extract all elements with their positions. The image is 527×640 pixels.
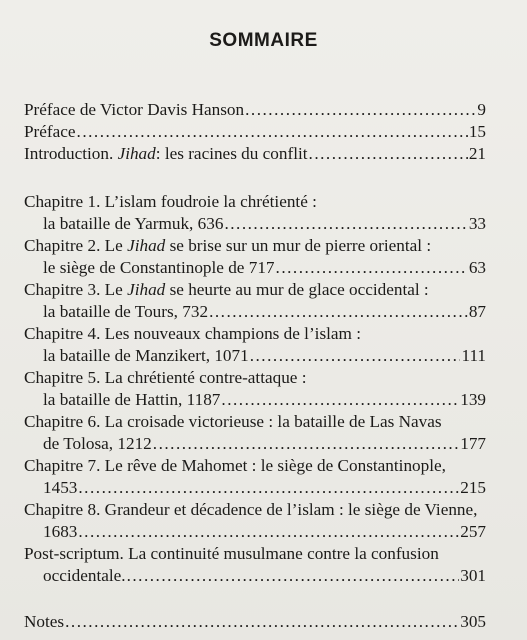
dot-leader — [250, 346, 461, 366]
label-prefix: Chapitre 5. La chrétienté contre-attaque : — [24, 368, 307, 387]
toc-page-number: 33 — [468, 214, 486, 233]
dot-leader — [245, 100, 476, 120]
toc-page-number: 15 — [468, 122, 486, 141]
toc-entry-label — [24, 280, 429, 300]
toc-entry-label: occidentale. — [43, 566, 126, 585]
dot-leader — [65, 612, 459, 632]
label-prefix: Chapitre 1. L’islam foudroie la chrétienté : — [24, 192, 317, 211]
toc-page-number: 305 — [460, 612, 486, 631]
chapter-list — [24, 192, 486, 544]
toc-page-number: 87 — [468, 302, 486, 321]
toc-entry-chapter-7-cont — [24, 478, 486, 500]
toc-entry-label: Post-scriptum. La continuité musulmane contre la confusion — [24, 544, 439, 563]
dot-leader — [276, 258, 468, 278]
toc-entry-label: la bataille de Tours, 732 — [43, 302, 209, 321]
toc-page-number: 257 — [460, 522, 486, 541]
toc-page-number: 63 — [468, 258, 486, 277]
label-prefix: Chapitre 8. Grandeur et décadence de l’islam : le siège de Vienne, — [24, 500, 478, 519]
toc-entry-label: Préface de Victor Davis Hanson — [24, 100, 245, 119]
label-italic: Jihad — [127, 280, 166, 299]
toc-entry-chapter-3 — [24, 280, 486, 302]
label-suffix: se heurte au mur de glace occidental : — [165, 280, 429, 299]
toc-entry-label — [24, 500, 477, 520]
toc-entry-label — [24, 456, 446, 476]
toc-entry-label — [24, 368, 307, 388]
toc-page-number: 9 — [477, 100, 486, 119]
toc-entry-chapter-5 — [24, 368, 486, 390]
toc-entry-label — [24, 144, 308, 164]
toc-entry-chapter-6 — [24, 412, 486, 434]
label-prefix: Chapitre 3. Le — [24, 280, 128, 299]
toc-entry-label — [24, 412, 442, 432]
toc-page-number: 301 — [460, 566, 486, 585]
toc-page-number: 177 — [460, 434, 486, 453]
toc-entry-preface-hanson — [24, 100, 486, 122]
dot-leader — [78, 522, 459, 542]
toc-entry-label: la bataille de Hattin, 1187 — [43, 390, 221, 409]
label-prefix: Chapitre 2. Le — [24, 236, 128, 255]
toc-entry-chapter-1-cont — [24, 214, 486, 236]
label-prefix: Chapitre 6. La croisade victorieuse : la bataille de Las Navas — [24, 412, 442, 431]
label-italic: Jihad — [117, 144, 156, 163]
toc-page-number: 215 — [460, 478, 486, 497]
dot-leader — [224, 214, 467, 234]
dot-leader — [77, 122, 468, 142]
toc-page-number: 139 — [460, 390, 486, 409]
toc-entry-label: Préface — [24, 122, 76, 141]
label-prefix: Introduction. — [24, 144, 118, 163]
dot-leader — [127, 566, 460, 586]
table-of-contents — [24, 100, 486, 634]
toc-entry-label: 1683 — [43, 522, 78, 541]
toc-entry-chapter-7 — [24, 456, 486, 478]
toc-page-number: 111 — [461, 346, 486, 365]
dot-leader — [78, 478, 459, 498]
page-title: SOMMAIRE — [209, 30, 318, 51]
toc-entry-introduction — [24, 144, 486, 166]
label-italic: Jihad — [127, 236, 166, 255]
toc-entry-label: 1453 — [43, 478, 78, 497]
toc-entry-chapter-4-cont — [24, 346, 486, 368]
toc-entry-chapter-8-cont — [24, 522, 486, 544]
toc-page-number: 21 — [468, 144, 486, 163]
toc-entry-chapter-4 — [24, 324, 486, 346]
toc-entry-postscript-cont — [24, 566, 486, 588]
toc-entry-label — [24, 192, 317, 212]
dot-leader — [209, 302, 468, 322]
toc-entry-chapter-2-cont — [24, 258, 486, 280]
toc-entry-label — [24, 236, 431, 256]
toc-entry-chapter-2 — [24, 236, 486, 258]
label-prefix: Chapitre 4. Les nouveaux champions de l’islam : — [24, 324, 361, 343]
toc-entry-chapter-1 — [24, 192, 486, 214]
toc-entry-chapter-6-cont — [24, 434, 486, 456]
toc-entry-chapter-3-cont — [24, 302, 486, 324]
label-suffix: : les racines du conflit — [155, 144, 308, 163]
toc-entry-label: de Tolosa, 1212 — [43, 434, 152, 453]
toc-entry-chapter-8 — [24, 500, 486, 522]
toc-entry-chapter-5-cont — [24, 390, 486, 412]
toc-entry-notes — [24, 612, 486, 634]
label-prefix: Chapitre 7. Le rêve de Mahomet : le siège de Constantinople, — [24, 456, 446, 475]
toc-entry-preface — [24, 122, 486, 144]
toc-entry-label: la bataille de Manzikert, 1071 — [43, 346, 249, 365]
toc-entry-label: Notes — [24, 612, 65, 631]
toc-entry-label: la bataille de Yarmuk, 636 — [43, 214, 224, 233]
toc-entry-label — [24, 324, 361, 344]
dot-leader — [309, 144, 468, 164]
dot-leader — [153, 434, 459, 454]
toc-entry-label: le siège de Constantinople de 717 — [43, 258, 275, 277]
label-suffix: se brise sur un mur de pierre oriental : — [165, 236, 432, 255]
toc-entry-postscript — [24, 544, 486, 566]
dot-leader — [221, 390, 459, 410]
